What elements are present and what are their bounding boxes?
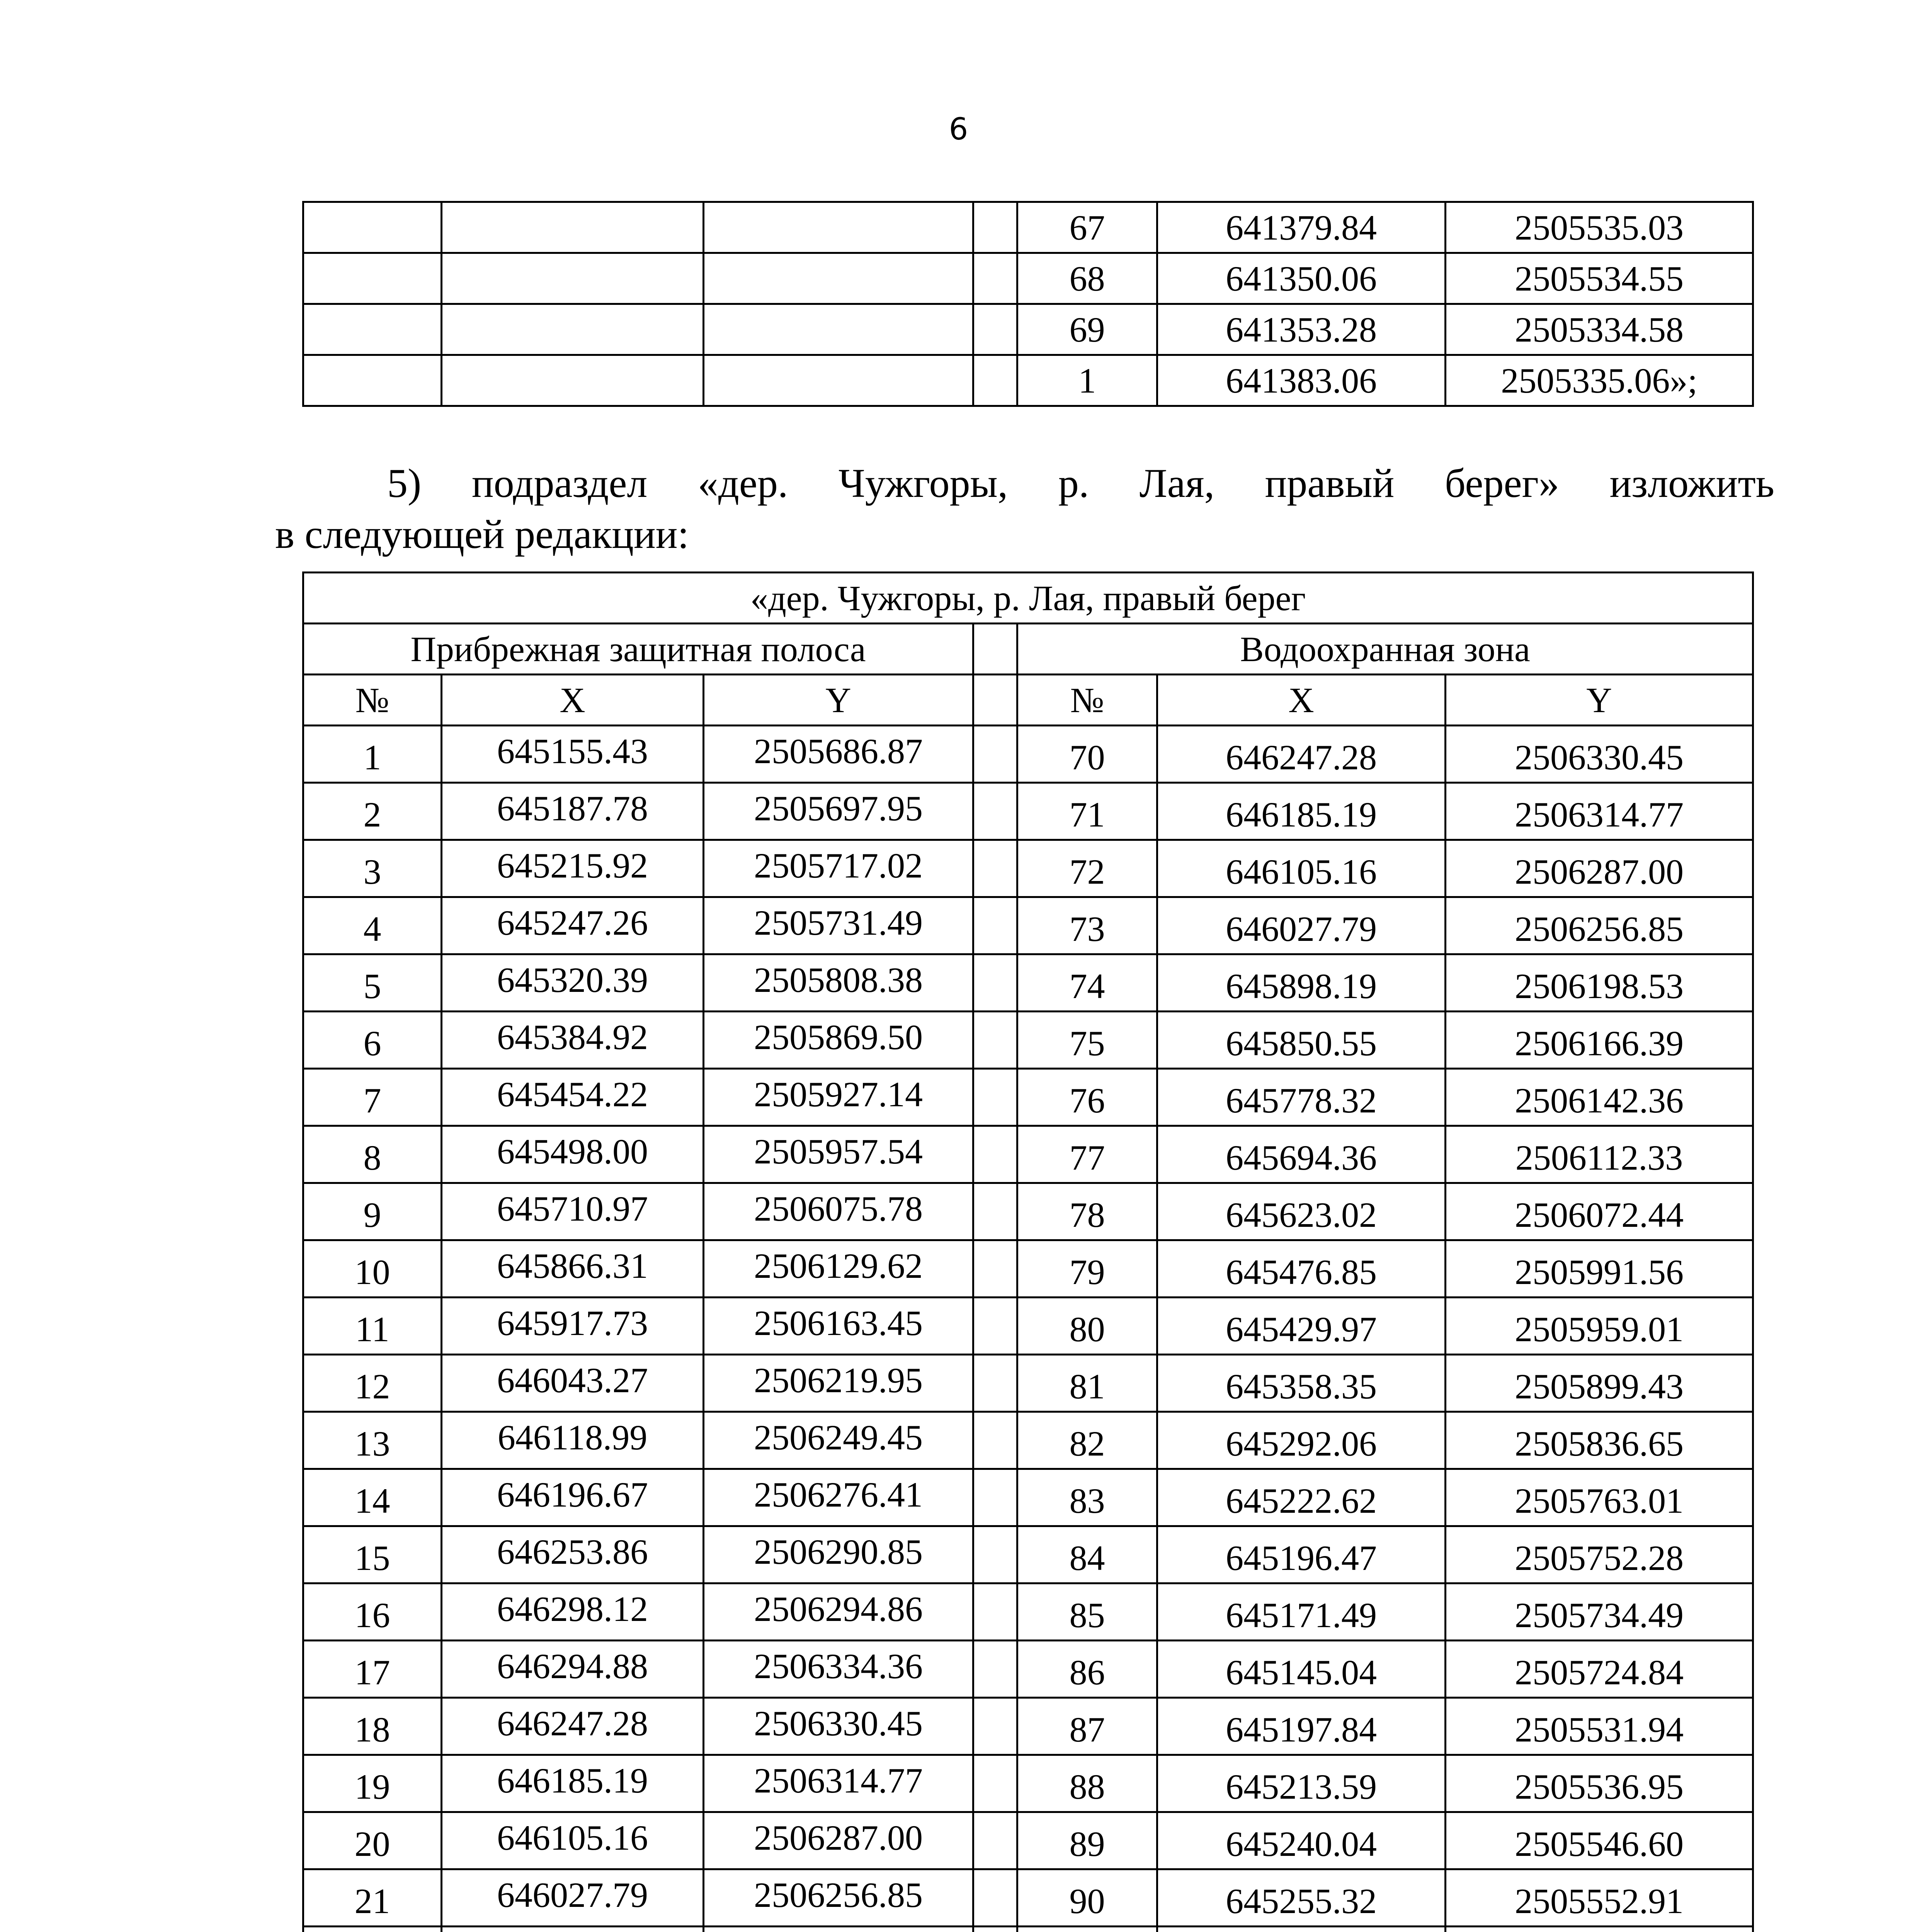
coordinate-y: 2505334.58: [1446, 304, 1753, 355]
top-coordinates-table: [302, 201, 1754, 407]
spacer-cell: [973, 253, 1017, 304]
coordinate-y: 2506256.85: [704, 1869, 973, 1927]
point-number: 69: [1017, 304, 1157, 355]
spacer-cell: [973, 1183, 1017, 1240]
spacer-cell: [973, 1755, 1017, 1812]
point-number: 18: [303, 1698, 442, 1755]
empty-cell: [442, 253, 704, 304]
spacer-cell: [973, 1240, 1017, 1298]
point-number: 82: [1017, 1412, 1157, 1469]
column-header-row: [303, 675, 1753, 726]
spacer-cell: [973, 1012, 1017, 1069]
coordinate-y: 2505546.60: [1446, 1812, 1753, 1869]
coordinate-x: 646043.27: [442, 1355, 704, 1412]
point-number: 77: [1017, 1126, 1157, 1183]
coordinate-x: 645623.02: [1157, 1183, 1446, 1240]
point-number: 1: [303, 726, 442, 783]
table-row: [303, 1812, 1753, 1869]
point-number: 79: [1017, 1240, 1157, 1298]
point-number: 15: [303, 1526, 442, 1583]
coordinate-y: 2506287.00: [704, 1812, 973, 1869]
intro-line-1: 5) подраздел «дер. Чужгоры, р. Лая, правый берег» изложить: [387, 461, 1774, 506]
coordinate-x: 645240.04: [1157, 1812, 1446, 1869]
coordinate-x: 646185.19: [1157, 783, 1446, 840]
coordinate-x: 641383.06: [1157, 355, 1446, 406]
point-number: 75: [1017, 1012, 1157, 1069]
empty-cell: [704, 253, 973, 304]
coordinate-x: 645778.32: [1157, 1069, 1446, 1126]
spacer-cell: [973, 840, 1017, 897]
point-number: 84: [1017, 1526, 1157, 1583]
empty-cell: [442, 304, 704, 355]
coordinate-x: 646298.12: [442, 1583, 704, 1641]
table-title-row: [303, 573, 1753, 624]
coordinate-y: 2505552.91: [1446, 1869, 1753, 1927]
table-row: [303, 954, 1753, 1012]
coordinate-y: 2506112.33: [1446, 1126, 1753, 1183]
coordinate-y: 2505869.50: [704, 1012, 973, 1069]
col-header-y: Y: [1446, 675, 1753, 726]
coordinate-x: 645850.55: [1157, 1012, 1446, 1069]
coastal-strip-header: Прибрежная защитная полоса: [303, 624, 973, 675]
coordinate-x: 645498.00: [442, 1126, 704, 1183]
coordinate-y: 2506129.62: [704, 1240, 973, 1298]
point-number: 1: [1017, 355, 1157, 406]
coordinate-y: 2506163.45: [704, 1298, 973, 1355]
coordinate-y: 2505534.55: [1446, 253, 1753, 304]
main-table-body: [303, 726, 1753, 1932]
empty-cell: [442, 202, 704, 253]
point-number: 89: [1017, 1812, 1157, 1869]
coordinate-y: 2505536.95: [1446, 1755, 1753, 1812]
empty-cell: [303, 202, 442, 253]
point-number: 7: [303, 1069, 442, 1126]
point-number: 19: [303, 1755, 442, 1812]
coordinate-x: 646185.19: [442, 1755, 704, 1812]
spacer-cell: [973, 954, 1017, 1012]
coordinate-x: 645320.39: [442, 954, 704, 1012]
coordinate-y: 2506256.85: [1446, 897, 1753, 954]
spacer-cell: [973, 304, 1017, 355]
point-number: [1017, 1927, 1157, 1932]
coordinate-y: 2506330.45: [704, 1698, 973, 1755]
spacer-cell: [973, 1583, 1017, 1641]
coordinate-x: 646105.16: [1157, 840, 1446, 897]
point-number: 67: [1017, 202, 1157, 253]
spacer-cell: [973, 1355, 1017, 1412]
coordinate-x: 645197.84: [1157, 1698, 1446, 1755]
point-number: 13: [303, 1412, 442, 1469]
coordinate-y: 2505724.84: [1446, 1641, 1753, 1698]
coordinate-y: 2506142.36: [1446, 1069, 1753, 1126]
point-number: 8: [303, 1126, 442, 1183]
table-row: [303, 1927, 1753, 1932]
coordinate-y: 2505717.02: [704, 840, 973, 897]
coordinate-y: 2505808.38: [704, 954, 973, 1012]
point-number: 11: [303, 1298, 442, 1355]
point-number: 85: [1017, 1583, 1157, 1641]
coordinate-x: 641353.28: [1157, 304, 1446, 355]
coordinate-y: 2505991.56: [1446, 1240, 1753, 1298]
coordinate-y: 2506334.36: [704, 1641, 973, 1698]
table-row: [303, 1240, 1753, 1298]
spacer-cell: [973, 1641, 1017, 1698]
coordinate-x: 645155.43: [442, 726, 704, 783]
coordinate-x: 641350.06: [1157, 253, 1446, 304]
coordinate-y: 2505752.28: [1446, 1526, 1753, 1583]
col-header-y: Y: [704, 675, 973, 726]
point-number: 76: [1017, 1069, 1157, 1126]
coordinate-y: 2506314.77: [704, 1755, 973, 1812]
col-header-no: №: [1017, 675, 1157, 726]
coordinate-x: 646027.79: [1157, 897, 1446, 954]
coordinate-x: 645196.47: [1157, 1526, 1446, 1583]
coordinate-x: [442, 1927, 704, 1932]
table-row: [303, 840, 1753, 897]
coordinate-y: 2505927.14: [704, 1069, 973, 1126]
table-row: [303, 1412, 1753, 1469]
spacer-cell: [973, 1869, 1017, 1927]
coordinate-x: 645145.04: [1157, 1641, 1446, 1698]
point-number: 2: [303, 783, 442, 840]
coordinate-y: 2505731.49: [704, 897, 973, 954]
spacer-cell: [973, 202, 1017, 253]
coordinate-x: 646196.67: [442, 1469, 704, 1526]
col-header-x: X: [442, 675, 704, 726]
water-protection-zone-header: Водоохранная зона: [1017, 624, 1753, 675]
table-row: [303, 1755, 1753, 1812]
coordinate-y: 2506290.85: [704, 1526, 973, 1583]
table-row: [303, 202, 1753, 253]
point-number: 4: [303, 897, 442, 954]
coordinate-y: 2506072.44: [1446, 1183, 1753, 1240]
coordinate-x: 646105.16: [442, 1812, 704, 1869]
coordinate-y: 2506294.86: [704, 1583, 973, 1641]
point-number: 87: [1017, 1698, 1157, 1755]
coordinate-x: 645429.97: [1157, 1298, 1446, 1355]
coordinate-x: 645710.97: [442, 1183, 704, 1240]
empty-cell: [704, 355, 973, 406]
spacer-cell: [973, 726, 1017, 783]
coordinate-y: [704, 1927, 973, 1932]
coordinate-x: 645213.59: [1157, 1755, 1446, 1812]
coordinate-x: 646247.28: [442, 1698, 704, 1755]
point-number: 5: [303, 954, 442, 1012]
point-number: 3: [303, 840, 442, 897]
table-row: [303, 1869, 1753, 1927]
empty-cell: [303, 253, 442, 304]
point-number: 68: [1017, 253, 1157, 304]
coordinate-y: 2506314.77: [1446, 783, 1753, 840]
spacer-cell: [973, 675, 1017, 726]
point-number: 78: [1017, 1183, 1157, 1240]
table-row: [303, 897, 1753, 954]
table-row: [303, 1183, 1753, 1240]
coordinate-y: 2506219.95: [704, 1355, 973, 1412]
spacer-cell: [973, 897, 1017, 954]
coordinate-y: [1446, 1927, 1753, 1932]
coordinate-y: 2505531.94: [1446, 1698, 1753, 1755]
coordinate-y: 2506075.78: [704, 1183, 973, 1240]
spacer-cell: [973, 1126, 1017, 1183]
table-row: [303, 1698, 1753, 1755]
point-number: 17: [303, 1641, 442, 1698]
coordinate-x: 645898.19: [1157, 954, 1446, 1012]
coordinate-y: 2505957.54: [704, 1126, 973, 1183]
coordinate-x: 645222.62: [1157, 1469, 1446, 1526]
point-number: 81: [1017, 1355, 1157, 1412]
point-number: 83: [1017, 1469, 1157, 1526]
spacer-cell: [973, 1469, 1017, 1526]
main-coordinates-table: [302, 571, 1754, 1932]
coordinate-y: 2505686.87: [704, 726, 973, 783]
table-row: [303, 355, 1753, 406]
table-row: [303, 1355, 1753, 1412]
page-number: 6: [949, 112, 968, 147]
point-number: 16: [303, 1583, 442, 1641]
point-number: 86: [1017, 1641, 1157, 1698]
spacer-cell: [973, 1069, 1017, 1126]
coordinate-y: 2505335.06»;: [1446, 355, 1753, 406]
coordinate-x: [1157, 1927, 1446, 1932]
table-row: [303, 1126, 1753, 1183]
coordinate-x: 645476.85: [1157, 1240, 1446, 1298]
point-number: 90: [1017, 1869, 1157, 1927]
spacer-cell: [973, 1927, 1017, 1932]
coordinate-x: 645866.31: [442, 1240, 704, 1298]
coordinate-x: 646247.28: [1157, 726, 1446, 783]
point-number: 73: [1017, 897, 1157, 954]
table-row: [303, 304, 1753, 355]
coordinate-y: 2506249.45: [704, 1412, 973, 1469]
point-number: 71: [1017, 783, 1157, 840]
spacer-cell: [973, 355, 1017, 406]
zone-header-row: [303, 624, 1753, 675]
coordinate-y: 2505763.01: [1446, 1469, 1753, 1526]
point-number: 6: [303, 1012, 442, 1069]
spacer-cell: [973, 1698, 1017, 1755]
coordinate-y: 2505899.43: [1446, 1355, 1753, 1412]
coordinate-x: 646294.88: [442, 1641, 704, 1698]
spacer-cell: [973, 1526, 1017, 1583]
spacer-cell: [973, 624, 1017, 675]
point-number: 12: [303, 1355, 442, 1412]
coordinate-y: 2505734.49: [1446, 1583, 1753, 1641]
coordinate-y: 2505535.03: [1446, 202, 1753, 253]
empty-cell: [442, 355, 704, 406]
table-row: [303, 1641, 1753, 1698]
point-number: 88: [1017, 1755, 1157, 1812]
col-header-x: X: [1157, 675, 1446, 726]
point-number: 14: [303, 1469, 442, 1526]
coordinate-y: 2505959.01: [1446, 1298, 1753, 1355]
coordinate-x: 646027.79: [442, 1869, 704, 1927]
spacer-cell: [973, 1412, 1017, 1469]
point-number: [303, 1927, 442, 1932]
table-row: [303, 253, 1753, 304]
coordinate-x: 641379.84: [1157, 202, 1446, 253]
section-intro: [275, 458, 1774, 560]
table-row: [303, 726, 1753, 783]
table-row: [303, 1012, 1753, 1069]
table-row: [303, 783, 1753, 840]
table-row: [303, 1298, 1753, 1355]
coordinate-x: 645917.73: [442, 1298, 704, 1355]
coordinate-x: 645215.92: [442, 840, 704, 897]
coordinate-y: 2506198.53: [1446, 954, 1753, 1012]
spacer-cell: [973, 1812, 1017, 1869]
table-row: [303, 1469, 1753, 1526]
point-number: 74: [1017, 954, 1157, 1012]
empty-cell: [704, 202, 973, 253]
table-row: [303, 1526, 1753, 1583]
coordinate-x: 646253.86: [442, 1526, 704, 1583]
point-number: 70: [1017, 726, 1157, 783]
table-title: «дер. Чужгоры, р. Лая, правый берег: [303, 573, 1753, 624]
spacer-cell: [973, 783, 1017, 840]
coordinate-x: 645454.22: [442, 1069, 704, 1126]
coordinate-x: 646118.99: [442, 1412, 704, 1469]
point-number: 10: [303, 1240, 442, 1298]
point-number: 20: [303, 1812, 442, 1869]
empty-cell: [704, 304, 973, 355]
coordinate-x: 645171.49: [1157, 1583, 1446, 1641]
coordinate-x: 645292.06: [1157, 1412, 1446, 1469]
point-number: 72: [1017, 840, 1157, 897]
top-table-body: [303, 202, 1753, 406]
col-header-no: №: [303, 675, 442, 726]
coordinate-y: 2506330.45: [1446, 726, 1753, 783]
point-number: 9: [303, 1183, 442, 1240]
table-row: [303, 1583, 1753, 1641]
point-number: 80: [1017, 1298, 1157, 1355]
coordinate-x: 645694.36: [1157, 1126, 1446, 1183]
coordinate-y: 2505836.65: [1446, 1412, 1753, 1469]
coordinate-y: 2506166.39: [1446, 1012, 1753, 1069]
coordinate-x: 645384.92: [442, 1012, 704, 1069]
coordinate-x: 645358.35: [1157, 1355, 1446, 1412]
coordinate-x: 645247.26: [442, 897, 704, 954]
point-number: 21: [303, 1869, 442, 1927]
empty-cell: [303, 355, 442, 406]
coordinate-y: 2506287.00: [1446, 840, 1753, 897]
coordinate-x: 645187.78: [442, 783, 704, 840]
coordinate-y: 2506276.41: [704, 1469, 973, 1526]
empty-cell: [303, 304, 442, 355]
coordinate-y: 2505697.95: [704, 783, 973, 840]
table-row: [303, 1069, 1753, 1126]
coordinate-x: 645255.32: [1157, 1869, 1446, 1927]
intro-line-2: в следующей редакции:: [275, 512, 689, 557]
spacer-cell: [973, 1298, 1017, 1355]
